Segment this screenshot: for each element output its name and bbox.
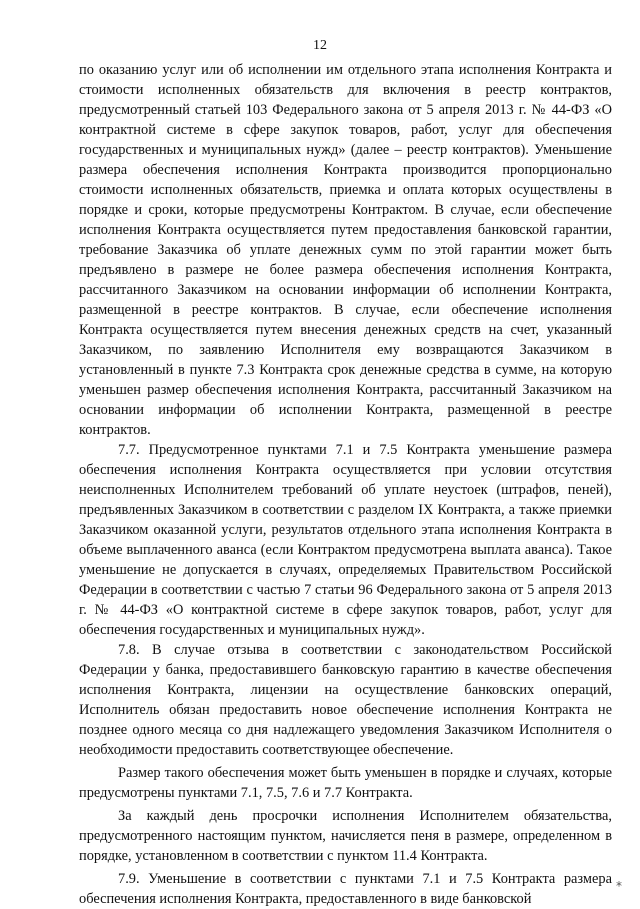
paragraph-security-size: Размер такого обеспечения может быть уменьшен в порядке и случаях, которые предусмотрены пунктами 7.1, 7.5, 7.6 и 7.7 Контракта.	[79, 765, 612, 801]
document-body	[79, 60, 612, 909]
corner-mark: *	[616, 879, 622, 893]
paragraph-7-9: 7.9. Уменьшение в соответствии с пунктами 7.1 и 7.5 Контракта размера обеспечения исполнения Контракта, предоставленного в виде банковской	[79, 871, 612, 907]
paragraph-continuation: по оказанию услуг или об исполнении им отдельного этапа исполнения Контракта и стоимости исполненных обязательств для включения в реестр контрактов, предусмотренный статьей 103 Федерального закона от 5 апреля 2013 г. № 44-ФЗ «О контрактной системе в сфере закупок товаров, работ, услуг для обеспечения государственных и муниципальных нужд» (далее – реестр контрактов). Уменьшение размера обеспечения исполнения Контракта производится пропорционально стоимости исполненных обязательств, приемка и оплата которых осуществлены в порядке и сроки, которые предусмотрены Контрактом. В случае, если обеспечение исполнения Контракта осуществляется путем предоставления банковской гарантии, требование Заказчика об уплате денежных сумм по этой гарантии может быть предъявлено в размере не более размера обеспечения исполнения Контракта, рассчитанного Заказчиком на основании информации об исполнении Контракта, размещенной в реестре контрактов. В случае, если обеспечение исполнения Контракта осуществляется путем внесения денежных средств на счет, указанный Заказчиком, по заявлению Исполнителя ему возвращаются Заказчиком в установленный в пункте 7.3 Контракта срок денежные средства в сумме, на которую уменьшен размер обеспечения исполнения Контракта, рассчитанный Заказчиком на основании информации об исполнении Контракта, размещенной в реестре контрактов.	[79, 62, 612, 438]
paragraph-penalty: За каждый день просрочки исполнения Исполнителем обязательства, предусмотренного настоящим пунктом, начисляется пеня в размере, определенном в порядке, установленном в соответствии с пунктом 11.4 Контракта.	[79, 808, 612, 864]
page-number: 12	[313, 38, 327, 53]
paragraph-7-7: 7.7. Предусмотренное пунктами 7.1 и 7.5 Контракта уменьшение размера обеспечения исполнения Контракта осуществляется при условии отсутствия неисполненных Исполнителем требований об уплате неустоек (штрафов, пеней), предъявленных Заказчиком в соответствии с разделом IX Контракта, а также приемки Заказчиком оказанной услуги, результатов отдельного этапа исполнения Контракта в объеме выплаченного аванса (если Контрактом предусмотрена выплата аванса). Такое уменьшение не допускается в случаях, определяемых Правительством Российской Федерации в соответствии с частью 7 статьи 96 Федерального закона от 5 апреля 2013 г. № 44-ФЗ «О контрактной системе в сфере закупок товаров, работ, услуг для обеспечения государственных и муниципальных нужд».	[79, 442, 612, 638]
paragraph-7-8: 7.8. В случае отзыва в соответствии с законодательством Российской Федерации у банка, предоставившего банковскую гарантию в качестве обеспечения исполнения Контракта, лицензии на осуществление банковских операций, Исполнитель обязан предоставить новое обеспечение исполнения Контракта не позднее одного месяца со дня надлежащего уведомления Заказчиком Исполнителя о необходимости предоставить соответствующее обеспечение.	[79, 642, 612, 758]
